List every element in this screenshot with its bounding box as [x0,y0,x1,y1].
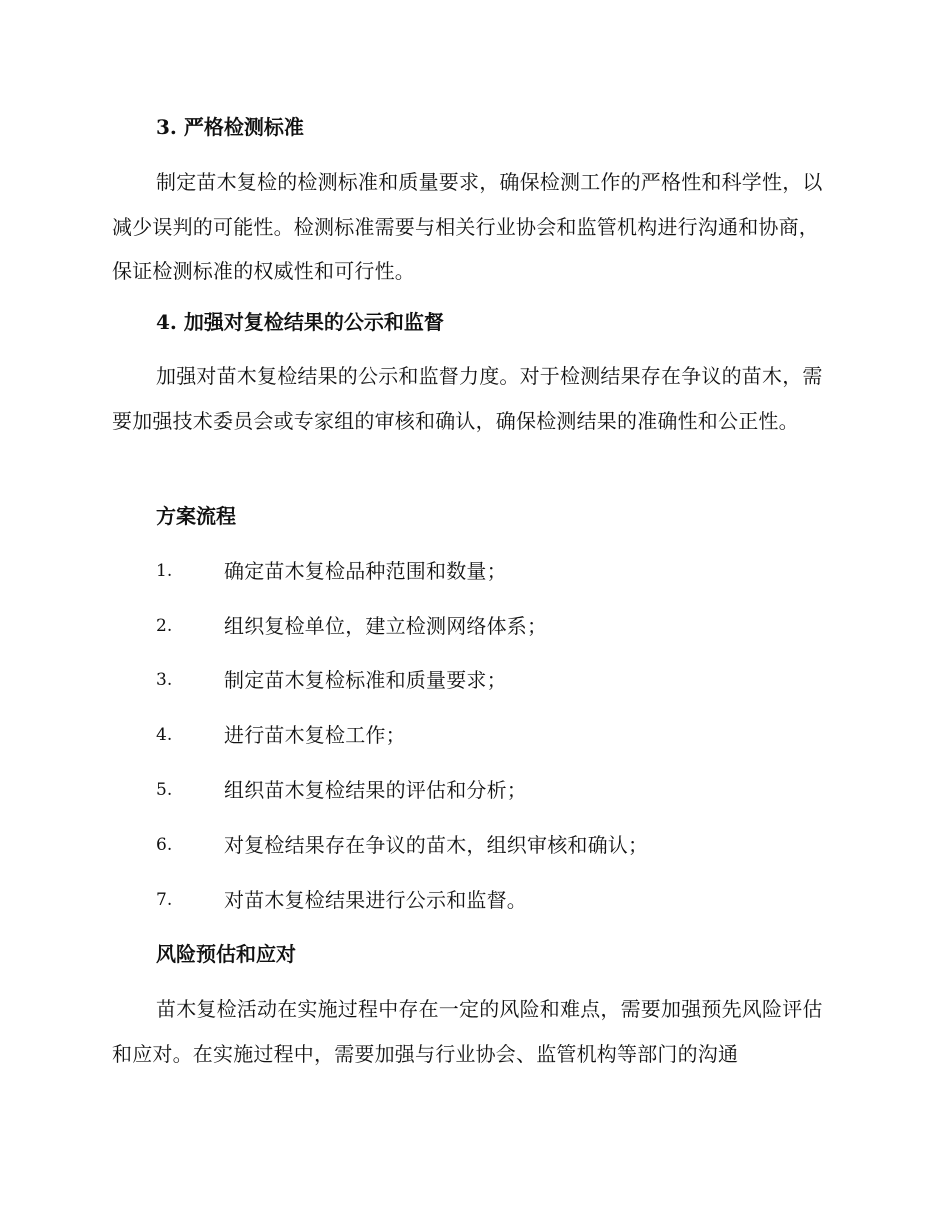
list-item [0,885,950,915]
list-item-text: 组织复检单位，建立检测网络体系； [224,614,548,638]
list-item-text: 进行苗木复检工作； [224,723,406,747]
section-heading-publicity-supervision: 4. 加强对复检结果的公示和监督 [156,310,444,334]
list-item-number: 3. [156,670,173,690]
list-item-number: 6. [156,835,173,855]
list-item [0,665,950,695]
list-item-number: 7. [156,890,173,910]
section-body-risk: 苗木复检活动在实施过程中存在一定的风险和难点，需要加强预先风险评估和应对。在实施过程中，需要加强与行业协会、监管机构等部门的沟通 [112,997,823,1066]
list-item-number: 1. [156,561,173,581]
list-item-text: 对苗木复检结果进行公示和监督。 [224,888,527,912]
list-item-text: 制定苗木复检标准和质量要求； [224,668,507,692]
list-item-text: 对复检结果存在争议的苗木，组织审核和确认； [224,833,649,857]
section-body-strict-standards: 制定苗木复检的检测标准和质量要求，确保检测工作的严格性和科学性，以减少误判的可能性。检测标准需要与相关行业协会和监管机构进行沟通和协商，保证检测标准的权威性和可行性。 [112,170,823,283]
list-item [0,775,950,805]
section-heading-process: 方案流程 [156,504,236,528]
list-item [0,556,950,586]
section-heading-strict-standards: 3. 严格检测标准 [156,115,304,139]
list-item [0,720,950,750]
list-item-text: 组织苗木复检结果的评估和分析； [224,778,527,802]
list-item-number: 4. [156,725,173,745]
section-body-publicity-supervision: 加强对苗木复检结果的公示和监督力度。对于检测结果存在争议的苗木，需要加强技术委员会或专家组的审核和确认，确保检测结果的准确性和公正性。 [112,364,823,433]
section-heading-risk: 风险预估和应对 [156,942,296,966]
list-item-text: 确定苗木复检品种范围和数量； [224,559,507,583]
list-item [0,611,950,641]
list-item-number: 2. [156,616,173,636]
list-item [0,830,950,860]
list-item-number: 5. [156,780,173,800]
